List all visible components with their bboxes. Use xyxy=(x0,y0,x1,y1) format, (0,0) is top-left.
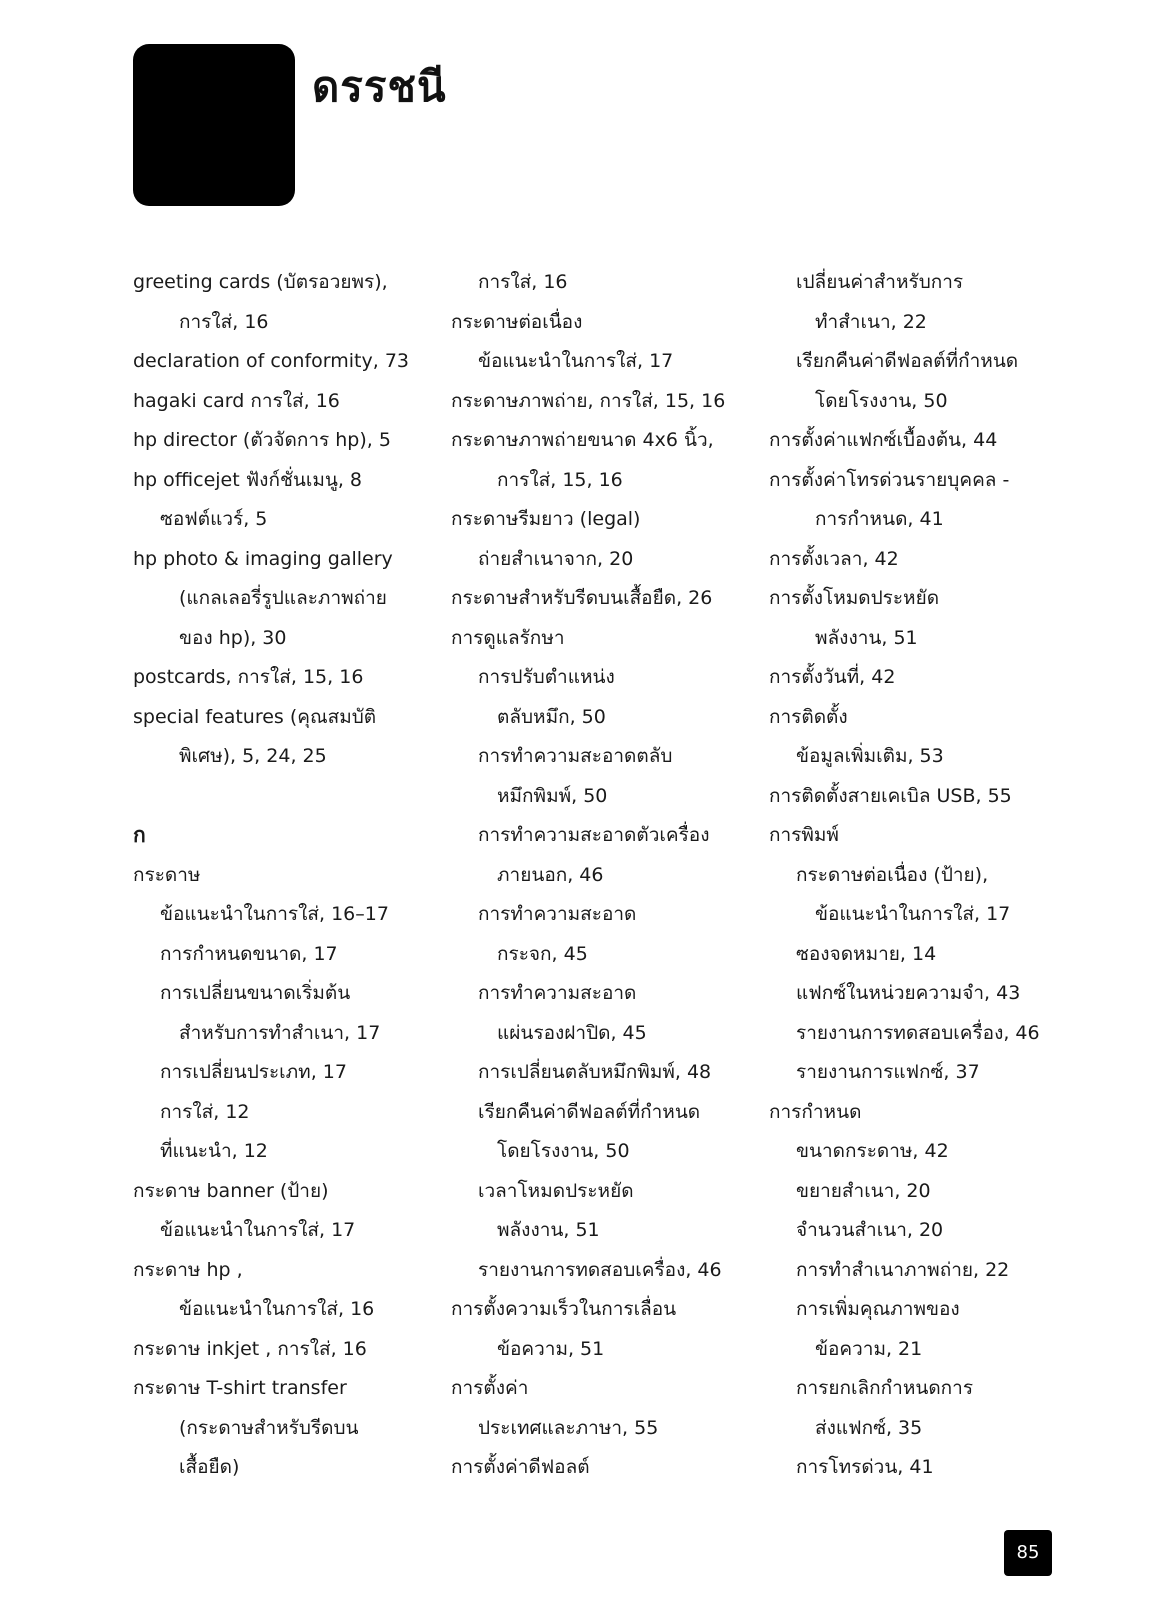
index-entry: hagaki card การใส่, 16 xyxy=(133,389,340,412)
index-entry: รายงานการทดสอบเครื่อง, 46 xyxy=(796,1021,1040,1044)
index-entry: กระดาษ banner (ป้าย) xyxy=(133,1179,329,1202)
index-entry: ข้อความ, 21 xyxy=(815,1337,923,1360)
index-entry: รายงานการทดสอบเครื่อง, 46 xyxy=(478,1258,722,1281)
index-entry: ข้อแนะนำในการใส่, 17 xyxy=(478,350,674,372)
index-entry: ประเทศและภาษา, 55 xyxy=(478,1416,659,1439)
index-entry: การตั้งค่าโทรด่วนรายบุคคล - xyxy=(769,468,1010,491)
index-entry: การทำความสะอาดตลับ xyxy=(478,745,673,767)
index-entry: จำนวนสำเนา, 20 xyxy=(796,1219,944,1241)
index-entry: การตั้งค่าดีฟอลต์ xyxy=(451,1456,590,1478)
index-entry: การโทรด่วน, 41 xyxy=(796,1456,934,1478)
index-entry: เรียกคืนค่าดีฟอลต์ที่กำหนด xyxy=(478,1100,701,1123)
index-entry: special features (คุณสมบัติ xyxy=(133,705,377,728)
index-entry: declaration of conformity, 73 xyxy=(133,350,410,372)
index-entry: พลังงาน, 51 xyxy=(815,626,918,649)
index-entry: กระดาษต่อเนื่อง xyxy=(451,310,583,333)
index-entry: แผ่นรองฝาปิด, 45 xyxy=(497,1021,647,1044)
index-column-1 xyxy=(133,263,433,1488)
index-entry: ภายนอก, 46 xyxy=(497,863,604,886)
index-entry: ข้อแนะนำในการใส่, 17 xyxy=(160,1219,356,1241)
index-entry: ตลับหมึก, 50 xyxy=(497,705,606,728)
index-entry: รายงานการแฟกซ์, 37 xyxy=(796,1061,980,1083)
index-entry: การเปลี่ยนตลับหมึกพิมพ์, 48 xyxy=(478,1061,712,1083)
index-entry: การใส่, 16 xyxy=(179,310,269,333)
index-entry: เสื้อยืด) xyxy=(179,1456,240,1478)
index-entry: การตั้งเวลา, 42 xyxy=(769,547,899,570)
index-entry: การดูแลรักษา xyxy=(451,626,565,649)
chapter-tab-block xyxy=(133,44,295,206)
index-entry: การเปลี่ยนขนาดเริ่มต้น xyxy=(160,982,351,1004)
index-entry: การทำความสะอาดตัวเครื่อง xyxy=(478,824,710,846)
index-entry: การทำความสะอาด xyxy=(478,982,637,1004)
index-entry: หมึกพิมพ์, 50 xyxy=(497,784,608,807)
index-entry: hp director (ตัวจัดการ hp), 5 xyxy=(133,429,391,451)
index-entry: การตั้งความเร็วในการเลื่อน xyxy=(451,1298,677,1320)
index-entry: การทำสำเนาภาพถ่าย, 22 xyxy=(796,1258,1010,1281)
index-entry: (กระดาษสำหรับรีดบน xyxy=(179,1416,359,1439)
index-entry: การกำหนด, 41 xyxy=(815,508,944,530)
index-entry: เวลาโหมดประหยัด xyxy=(478,1179,634,1202)
index-column-2 xyxy=(451,263,771,1488)
index-entry: ข้อมูลเพิ่มเติม, 53 xyxy=(796,745,944,767)
index-entry: greeting cards (บัตรอวยพร), xyxy=(133,271,388,293)
index-entry: กระดาษภาพถ่าย, การใส่, 15, 16 xyxy=(451,389,726,412)
index-entry: การยกเลิกกำหนดการ xyxy=(796,1377,974,1399)
index-entry: พิเศษ), 5, 24, 25 xyxy=(179,745,327,767)
index-entry: การตั้งค่าแฟกซ์เบื้องต้น, 44 xyxy=(769,429,998,451)
index-entry: การพิมพ์ xyxy=(769,824,839,846)
index-entry: ซองจดหมาย, 14 xyxy=(796,942,937,965)
index-entry: การติดตั้งสายเคเบิล USB, 55 xyxy=(769,784,1012,807)
index-entry: การกำหนด xyxy=(769,1100,862,1123)
index-entry: hp photo & imaging gallery xyxy=(133,547,393,570)
index-entry: ข้อความ, 51 xyxy=(497,1337,605,1360)
index-entry: ขยายสำเนา, 20 xyxy=(796,1179,931,1202)
index-column-3 xyxy=(769,263,1089,1488)
index-entry: ซอฟต์แวร์, 5 xyxy=(160,508,268,530)
index-entry: ข้อแนะนำในการใส่, 16 xyxy=(179,1298,375,1320)
index-entry: (แกลเลอรี่รูปและภาพถ่าย xyxy=(179,587,387,609)
index-entry: เปลี่ยนค่าสำหรับการ xyxy=(796,271,964,293)
index-entry: แฟกซ์ในหน่วยความจำ, 43 xyxy=(796,982,1021,1004)
index-entry: การเปลี่ยนประเภท, 17 xyxy=(160,1061,347,1083)
index-entry: ข้อแนะนำในการใส่, 16–17 xyxy=(160,903,389,925)
index-entry: ส่งแฟกซ์, 35 xyxy=(815,1416,923,1439)
index-entry: โดยโรงงาน, 50 xyxy=(815,389,948,412)
index-entry: การตั้งวันที่, 42 xyxy=(769,666,896,688)
index-entry: พลังงาน, 51 xyxy=(497,1219,600,1241)
index-entry: เรียกคืนค่าดีฟอลต์ที่กำหนด xyxy=(796,350,1019,372)
index-entry: กระจก, 45 xyxy=(497,942,588,965)
index-entry: การเพิ่มคุณภาพของ xyxy=(796,1298,960,1320)
index-entry: การตั้งโหมดประหยัด xyxy=(769,587,940,609)
index-entry: กระดาษรีมยาว (legal) xyxy=(451,508,641,530)
index-entry: การติดตั้ง xyxy=(769,705,848,728)
index-entry: กระดาษต่อเนื่อง (ป้าย), xyxy=(796,863,989,886)
index-entry: การกำหนดขนาด, 17 xyxy=(160,942,338,965)
index-entry: กระดาษสำหรับรีดบนเสื้อยืด, 26 xyxy=(451,587,713,609)
index-entry: กระดาษ hp , xyxy=(133,1258,243,1281)
page-title: ดรรชนี xyxy=(312,62,447,111)
index-entry: ถ่ายสำเนาจาก, 20 xyxy=(478,547,634,570)
index-entry: ข้อแนะนำในการใส่, 17 xyxy=(815,903,1011,925)
index-entry: กระดาษ T-shirt transfer xyxy=(133,1377,347,1399)
index-entry: กระดาษภาพถ่ายขนาด 4x6 นิ้ว, xyxy=(451,429,714,451)
index-entry: การปรับตำแหน่ง xyxy=(478,666,615,688)
section-gap xyxy=(133,777,433,817)
index-entry: ที่แนะนำ, 12 xyxy=(160,1140,268,1162)
index-entry: การใส่, 16 xyxy=(478,271,568,293)
index-entry: ทำสำเนา, 22 xyxy=(815,310,927,333)
index-entry: ของ hp), 30 xyxy=(179,626,287,649)
index-entry: การใส่, 12 xyxy=(160,1100,250,1123)
index-entry: กระดาษ xyxy=(133,863,201,886)
index-entry: การใส่, 15, 16 xyxy=(497,468,623,491)
index-entry: การตั้งค่า xyxy=(451,1377,529,1399)
index-entry: hp officejet ฟังก์ชั่นเมนู, 8 xyxy=(133,468,363,491)
index-entry: การทำความสะอาด xyxy=(478,903,637,925)
index-entry: กระดาษ inkjet , การใส่, 16 xyxy=(133,1337,367,1360)
index-entry: โดยโรงงาน, 50 xyxy=(497,1140,630,1162)
index-entry: ขนาดกระดาษ, 42 xyxy=(796,1140,949,1162)
index-entry: สำหรับการทำสำเนา, 17 xyxy=(179,1021,381,1044)
page-number: 85 xyxy=(1004,1530,1052,1576)
section-letter-heading: ก xyxy=(133,823,146,847)
index-entry: postcards, การใส่, 15, 16 xyxy=(133,666,364,688)
